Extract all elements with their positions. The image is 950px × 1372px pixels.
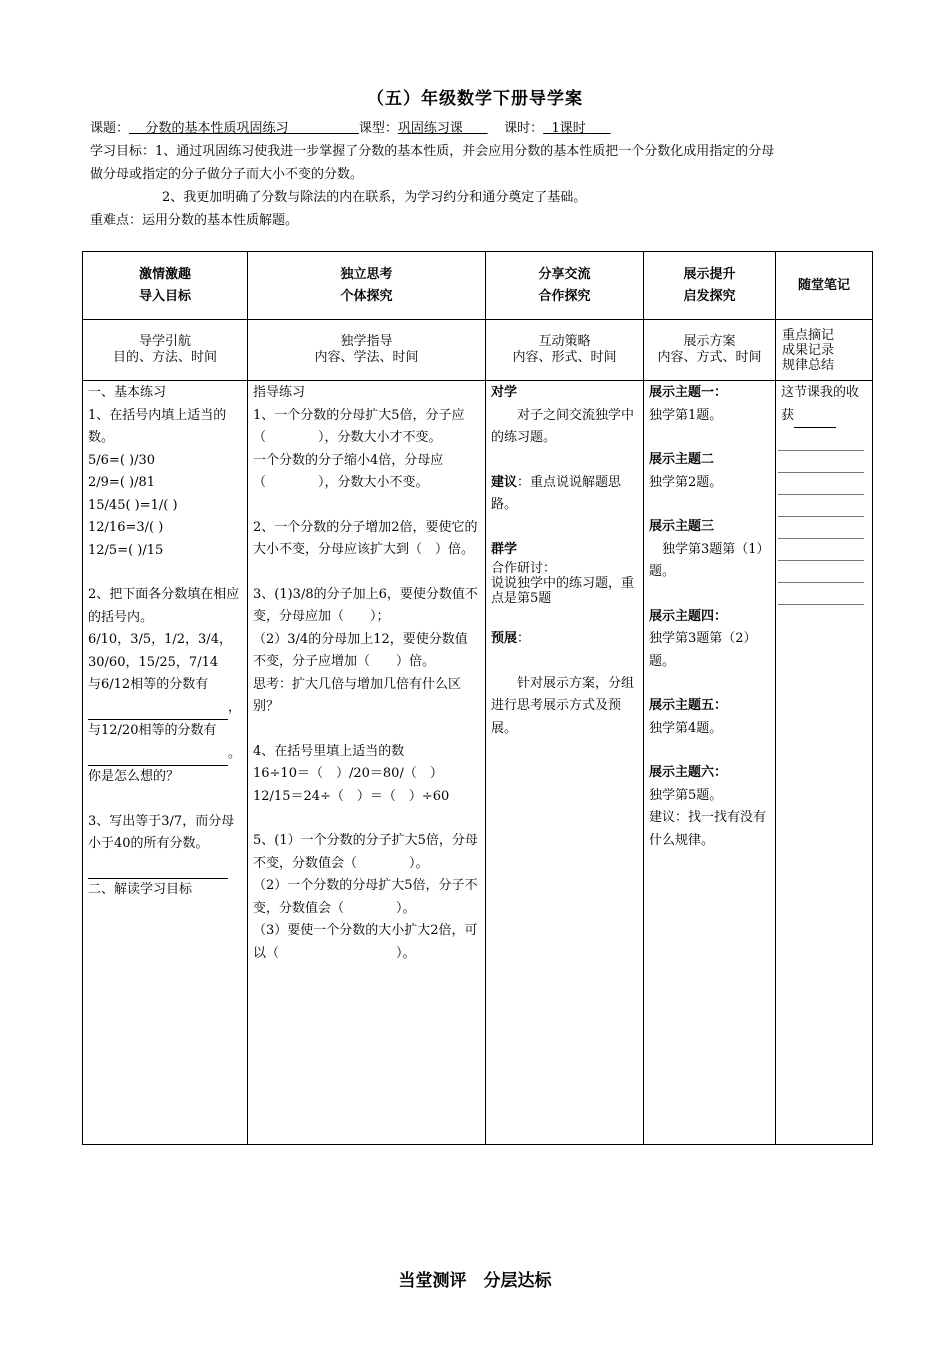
practice-3c: 思考：扩大几倍与增加几倍有什么区别？ <box>253 676 462 714</box>
subheader-cell-4: 展示方案 内容、方式、时间 <box>644 320 776 381</box>
equation-1: 5/6=( )/30 <box>88 452 156 468</box>
suggestion-1: 建议：重点说说解题思路。 <box>491 474 622 512</box>
topic-4-heading: 展示主题四： <box>649 608 728 624</box>
group-study-text-1: 合作研讨： <box>491 561 557 576</box>
key-points: 重难点：运用分数的基本性质解题。 <box>90 213 299 228</box>
preview-text: 针对展示方案，分组进行思考展示方式及预展。 <box>491 675 635 736</box>
col-interaction <box>486 381 644 1145</box>
header-row <box>83 252 873 320</box>
topic-1-text: 独学第1题。 <box>649 407 723 423</box>
how-think: 你是怎么想的？ <box>88 769 180 784</box>
topic-3-heading: 展示主题三 <box>649 519 715 534</box>
practice-3a: 3、(1)3/8的分子加上6，要使分数值不变，分母应加（ ）； <box>253 586 478 624</box>
pair-study-heading: 对学 <box>491 385 518 400</box>
note-line[interactable] <box>778 516 864 517</box>
content-row <box>83 381 873 1145</box>
subheader-row <box>83 320 873 381</box>
practice-5a: 5、(1）一个分数的分子扩大5倍，分母不变，分数值会（ ）。 <box>253 833 478 871</box>
equation-3: 15/45( )=1/( ) <box>88 497 178 513</box>
topic-2-heading: 展示主题二 <box>649 452 715 467</box>
topic-6-text: 独学第5题。 <box>649 787 723 803</box>
topic-4-text: 独学第3题第（2）题。 <box>649 631 757 669</box>
goal-line-3: 2、我更加明确了分数与除法的内在联系，为学习约分和通分奠定了基础。 <box>162 190 587 205</box>
question-1: 1、在括号内填上适当的数。 <box>88 407 227 445</box>
hours-label: 课时： <box>504 121 544 136</box>
topic-6-heading: 展示主题六： <box>649 765 728 780</box>
subheader-cell-3: 互动策略 内容、形式、时间 <box>486 320 644 381</box>
practice-4a: 16÷10＝（ ）/20＝80/（ ） <box>253 766 443 781</box>
topic-5-heading: 展示主题五： <box>649 698 728 713</box>
answer-line-2: 。 <box>88 743 242 767</box>
type-label: 课型： <box>358 121 398 136</box>
section-footer-title: 当堂测评 分层达标 <box>398 1271 552 1291</box>
question-3: 3、写出等于3/7，而分母小于40的所有分数。 <box>88 813 235 851</box>
header-cell-4: 展示提升 启发探究 <box>644 252 776 320</box>
pair-study-text: 对子之间交流独学中的练习题。 <box>491 407 635 445</box>
subheader-cell-5: 重点摘记 成果记录 规律总结 <box>776 320 873 381</box>
note-line[interactable] <box>778 560 864 561</box>
practice-5b: （2）一个分数的分母扩大5倍，分子不变，分数值会（ ）。 <box>253 878 478 916</box>
note-line[interactable] <box>778 494 864 495</box>
note-line[interactable] <box>778 472 864 473</box>
col-presentation <box>644 381 776 1145</box>
header-cell-3: 分享交流 合作探究 <box>486 252 644 320</box>
fraction-list: 6/10，3/5，1/2，3/4，30/60，15/25，7/14 <box>88 632 232 670</box>
practice-5c: （3）要使一个分数的大小扩大2倍，可以（ ）。 <box>253 923 478 961</box>
note-line[interactable] <box>778 582 864 583</box>
answer-line-3 <box>88 856 242 880</box>
topic-label: 课题： <box>90 121 130 136</box>
topic-6-suggestion: 建议：找一找有没有什么规律。 <box>649 810 767 848</box>
practice-4b: 12/15＝24÷（ ）＝（ ）÷60 <box>253 788 450 804</box>
preview-heading: 预展： <box>491 631 531 646</box>
answer-line-1: ， <box>88 697 242 721</box>
lesson-table <box>82 251 873 1145</box>
type-value: 巩固练习课 <box>397 121 463 136</box>
group-study-heading: 群学 <box>491 541 518 557</box>
notes-prompt: 这节课我的收获 <box>781 382 867 428</box>
goal-line-2: 做分母或指定的分子做分子而大小不变的分数。 <box>90 167 364 182</box>
hours-value: 1课时 <box>551 121 586 136</box>
practice-title: 指导练习 <box>253 385 306 400</box>
question-2: 2、把下面各分数填在相应的括号内。 <box>88 587 240 625</box>
topic-value: 分数的基本性质巩固练习 <box>145 121 289 136</box>
practice-4: 4、在括号里填上适当的数 <box>253 743 405 759</box>
col-self-study <box>248 381 486 1145</box>
lesson-info <box>90 117 611 136</box>
col-guide <box>83 381 248 1145</box>
equation-5: 12/5=( )/15 <box>88 542 164 558</box>
topic-2-text: 独学第2题。 <box>649 474 723 490</box>
note-line[interactable] <box>778 604 864 605</box>
equation-4: 12/16=3/( ) <box>88 520 164 535</box>
topic-3-text: 独学第3题第（1）题。 <box>649 541 770 579</box>
note-line[interactable] <box>778 450 864 451</box>
topic-1-heading: 展示主题一： <box>649 385 728 400</box>
practice-3b: （2）3/4的分母加上12，要使分数值不变，分子应增加（ ）倍。 <box>253 631 468 669</box>
header-cell-2: 独立思考 个体探究 <box>248 252 486 320</box>
equal-to-6-12-label: 与6/12相等的分数有 <box>88 677 209 692</box>
practice-1a: 1、一个分数的分母扩大5倍，分子应（ ），分数大小才不变。 <box>253 407 465 445</box>
practice-1b: 一个分数的分子缩小4倍，分母应（ ），分数大小不变。 <box>253 452 444 490</box>
topic-5-text: 独学第4题。 <box>649 720 723 736</box>
subheader-cell-1: 导学引航 目的、方法、时间 <box>83 320 248 381</box>
header-cell-5: 随堂笔记 <box>776 252 873 320</box>
col-notes <box>776 381 873 1145</box>
note-line[interactable] <box>778 538 864 539</box>
group-study-text-2: 说说独学中的练习题，重点是第5题 <box>491 576 635 606</box>
equation-2: 2/9=( )/81 <box>88 475 156 490</box>
header-cell-1: 激情激趣 导入目标 <box>83 252 248 320</box>
equal-to-12-20-label: 与12/20相等的分数有 <box>88 723 217 738</box>
page-title: （五）年级数学下册导学案 <box>367 89 583 109</box>
goal-line-1: 学习目标：1、通过巩固练习使我进一步掌握了分数的基本性质，并会应用分数的基本性质把一个分数化成用指定的分母 <box>90 144 775 159</box>
section-read-goals: 二、解读学习目标 <box>88 882 193 897</box>
section-basic-practice: 一、基本练习 <box>88 385 167 400</box>
subheader-cell-2: 独学指导 内容、学法、时间 <box>248 320 486 381</box>
practice-2: 2、一个分数的分子增加2倍，要使它的大小不变，分母应该扩大到（ ）倍。 <box>253 519 478 557</box>
